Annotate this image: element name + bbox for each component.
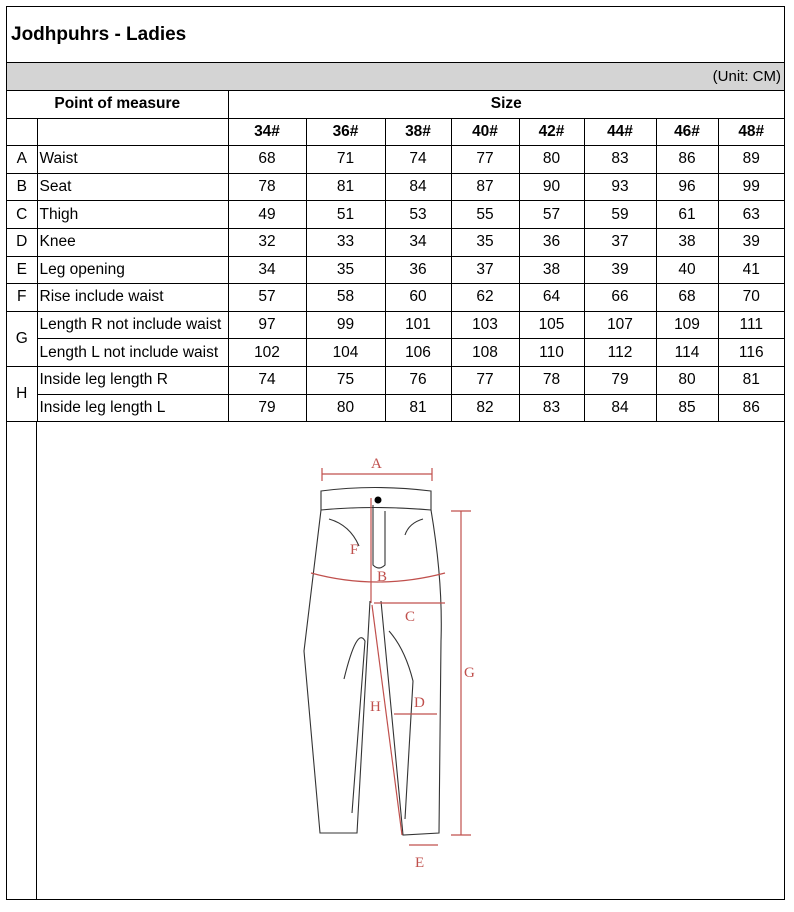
label-b: B [377, 569, 388, 585]
row-code: G [7, 311, 37, 366]
measure-labels [350, 456, 475, 871]
table-row [7, 394, 784, 422]
measure-value: 81 [385, 394, 451, 422]
measure-value: 38 [656, 228, 718, 256]
measure-value: 62 [451, 284, 519, 312]
measure-value: 110 [519, 339, 584, 367]
header-row [7, 91, 784, 118]
blank-cell [37, 118, 228, 146]
measure-value: 81 [306, 173, 385, 201]
measure-value: 90 [519, 173, 584, 201]
size-chart-sheet [6, 6, 785, 900]
row-measure-name: Thigh [37, 201, 228, 229]
measure-value: 84 [584, 394, 656, 422]
measure-value: 101 [385, 311, 451, 339]
measure-value: 66 [584, 284, 656, 312]
label-e: E [415, 855, 425, 871]
measure-value: 76 [385, 366, 451, 394]
measure-value: 60 [385, 284, 451, 312]
measure-value: 38 [519, 256, 584, 284]
measure-value: 83 [519, 394, 584, 422]
measure-value: 32 [228, 228, 306, 256]
measure-value: 104 [306, 339, 385, 367]
measure-value: 55 [451, 201, 519, 229]
row-code: D [7, 228, 37, 256]
measure-value: 59 [584, 201, 656, 229]
measure-value: 78 [519, 366, 584, 394]
measure-value: 86 [656, 146, 718, 174]
measure-value: 49 [228, 201, 306, 229]
measure-value: 96 [656, 173, 718, 201]
row-measure-name: Waist [37, 146, 228, 174]
measure-value: 84 [385, 173, 451, 201]
size-row [7, 118, 784, 146]
table-row [7, 366, 784, 394]
size-header: Size [228, 91, 784, 118]
size-col-header: 46# [656, 118, 718, 146]
measure-value: 77 [451, 146, 519, 174]
table-row [7, 201, 784, 229]
measure-value: 71 [306, 146, 385, 174]
row-measure-name: Length L not include waist [37, 339, 228, 367]
measure-value: 33 [306, 228, 385, 256]
blank-cell [7, 118, 37, 146]
measure-value: 106 [385, 339, 451, 367]
row-code: C [7, 201, 37, 229]
row-measure-name: Rise include waist [37, 284, 228, 312]
measure-value: 107 [584, 311, 656, 339]
measure-value: 77 [451, 366, 519, 394]
size-col-header: 38# [385, 118, 451, 146]
label-d: D [414, 695, 425, 711]
size-col-header: 48# [718, 118, 784, 146]
measure-value: 53 [385, 201, 451, 229]
measure-value: 64 [519, 284, 584, 312]
measure-value: 41 [718, 256, 784, 284]
page-title: Jodhpuhrs - Ladies [7, 7, 784, 63]
measure-value: 112 [584, 339, 656, 367]
measure-value: 83 [584, 146, 656, 174]
column-divider [36, 421, 37, 899]
table-row [7, 146, 784, 174]
measure-value: 82 [451, 394, 519, 422]
unit-label: (Unit: CM) [7, 63, 784, 91]
measure-value: 80 [519, 146, 584, 174]
measure-value: 70 [718, 284, 784, 312]
row-code: E [7, 256, 37, 284]
measure-lines [311, 468, 471, 845]
measure-value: 37 [584, 228, 656, 256]
measure-value: 74 [385, 146, 451, 174]
measure-value: 93 [584, 173, 656, 201]
jodhpurs-outline [304, 488, 441, 836]
button-icon [375, 497, 382, 504]
row-measure-name: Leg opening [37, 256, 228, 284]
table-row [7, 228, 784, 256]
measure-value: 109 [656, 311, 718, 339]
row-code: B [7, 173, 37, 201]
row-measure-name: Length R not include waist [37, 311, 228, 339]
measure-value: 105 [519, 311, 584, 339]
measure-value: 68 [228, 146, 306, 174]
measure-value: 97 [228, 311, 306, 339]
measure-value: 34 [385, 228, 451, 256]
measure-value: 111 [718, 311, 784, 339]
label-f: F [350, 542, 359, 558]
size-col-header: 36# [306, 118, 385, 146]
measure-value: 40 [656, 256, 718, 284]
measure-value: 86 [718, 394, 784, 422]
measurement-diagram [7, 421, 784, 899]
row-code: A [7, 146, 37, 174]
table-row [7, 256, 784, 284]
measure-value: 78 [228, 173, 306, 201]
point-of-measure-header: Point of measure [7, 91, 228, 118]
label-h: H [370, 699, 381, 715]
measure-value: 35 [451, 228, 519, 256]
size-col-header: 44# [584, 118, 656, 146]
measure-value: 81 [718, 366, 784, 394]
measure-value: 58 [306, 284, 385, 312]
measure-value: 79 [584, 366, 656, 394]
measure-value: 80 [656, 366, 718, 394]
size-col-header: 42# [519, 118, 584, 146]
measure-value: 114 [656, 339, 718, 367]
measure-value: 34 [228, 256, 306, 284]
label-c: C [405, 609, 416, 625]
measure-value: 79 [228, 394, 306, 422]
measure-value: 108 [451, 339, 519, 367]
row-measure-name: Knee [37, 228, 228, 256]
measure-value: 36 [385, 256, 451, 284]
measure-value: 61 [656, 201, 718, 229]
measure-value: 102 [228, 339, 306, 367]
table-row [7, 311, 784, 339]
measure-value: 74 [228, 366, 306, 394]
measure-value: 39 [718, 228, 784, 256]
measure-value: 87 [451, 173, 519, 201]
measure-value: 39 [584, 256, 656, 284]
table-row [7, 284, 784, 312]
size-col-header: 40# [451, 118, 519, 146]
measure-value: 57 [519, 201, 584, 229]
measure-value: 51 [306, 201, 385, 229]
measure-value: 99 [718, 173, 784, 201]
row-code: H [7, 366, 37, 421]
row-code: F [7, 284, 37, 312]
measure-value: 37 [451, 256, 519, 284]
table-row [7, 339, 784, 367]
table-row [7, 173, 784, 201]
measure-value: 116 [718, 339, 784, 367]
label-a: A [371, 456, 382, 472]
measure-value: 80 [306, 394, 385, 422]
measure-value: 68 [656, 284, 718, 312]
measure-value: 57 [228, 284, 306, 312]
measure-value: 36 [519, 228, 584, 256]
measure-value: 89 [718, 146, 784, 174]
measure-value: 103 [451, 311, 519, 339]
size-table [7, 91, 784, 422]
measure-value: 75 [306, 366, 385, 394]
row-measure-name: Inside leg length L [37, 394, 228, 422]
measure-value: 35 [306, 256, 385, 284]
measure-value: 63 [718, 201, 784, 229]
row-measure-name: Seat [37, 173, 228, 201]
measure-value: 85 [656, 394, 718, 422]
size-col-header: 34# [228, 118, 306, 146]
label-g: G [464, 665, 475, 681]
jodhpurs-diagram [7, 421, 784, 899]
measure-value: 99 [306, 311, 385, 339]
row-measure-name: Inside leg length R [37, 366, 228, 394]
